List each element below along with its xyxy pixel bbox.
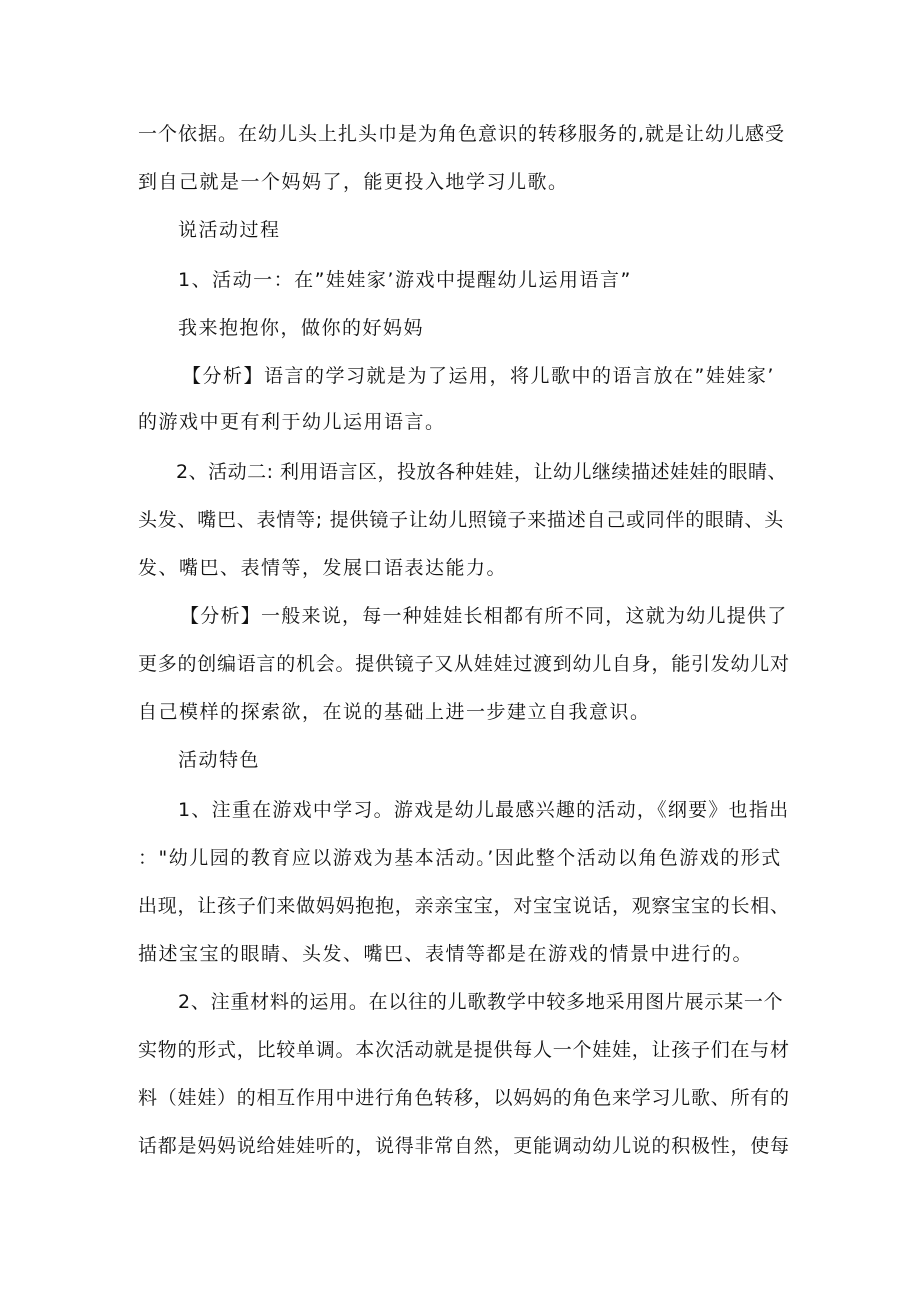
activity-one-heading: 1、活动一：在”娃娃家’游戏中提醒幼儿运用语言”: [178, 269, 632, 291]
analysis-1-line-1: 【分析】语言的学习就是为了运用，将儿歌中的语言放在”娃娃家’: [182, 365, 775, 387]
section-heading-features: 活动特色: [178, 749, 261, 771]
analysis-2-line-1: 【分析】一般来说，每一种娃娃长相都有所不同，这就为幼儿提供了: [180, 605, 788, 627]
text-line-1: 一个依据。在幼儿头上扎头巾是为角色意识的转移服务的,就是让幼儿感受: [138, 123, 786, 145]
analysis-2-line-3: 自己模样的探索欲，在说的基础上进一步建立自我意识。: [138, 701, 651, 723]
feature-2-line-3: 料（娃娃）的相互作用中进行角色转移，以妈妈的角色来学习儿歌、所有的: [138, 1087, 790, 1109]
analysis-1-line-2: 的游戏中更有利于幼儿运用语言。: [138, 411, 446, 433]
feature-1-line-4: 描述宝宝的眼睛、头发、嘴巴、表情等都是在游戏的情景中进行的。: [138, 943, 754, 965]
feature-2-line-1: 2、注重材料的运用。在以往的儿歌教学中较多地采用图片展示某一个: [178, 991, 784, 1013]
feature-1-line-3: 出现，让孩子们来做妈妈抱抱，亲亲宝宝，对宝宝说话，观察宝宝的长相、: [138, 895, 790, 917]
feature-2-line-2: 实物的形式，比较单调。本次活动就是提供每人一个娃娃，让孩子们在与材: [138, 1039, 790, 1061]
feature-2-line-4: 话都是妈妈说给娃娃听的，说得非常自然，更能调动幼儿说的积极性，使每: [138, 1135, 790, 1157]
feature-1-line-2: ："幼儿园的教育应以游戏为基本活动。’因此整个活动以角色游戏的形式: [138, 847, 782, 869]
section-heading-process: 说活动过程: [178, 219, 281, 241]
feature-1-line-1: 1、注重在游戏中学习。游戏是幼儿最感兴趣的活动，《纲要》也指出: [178, 799, 790, 821]
analysis-2-line-2: 更多的创编语言的机会。提供镜子又从娃娃过渡到幼儿自身，能引发幼儿对: [138, 653, 790, 675]
text-line-2: 到自己就是一个妈妈了，能更投入地学习儿歌。: [138, 171, 569, 193]
rhyme-line: 我来抱抱你，做你的好妈妈: [178, 317, 425, 339]
activity-two-line-1: 2、活动二: 利用语言区，投放各种娃娃，让幼儿继续描述娃娃的眼睛、: [176, 461, 788, 483]
activity-two-line-2: 头发、嘴巴、表情等; 提供镜子让幼儿照镜子来描述自己或同伴的眼睛、头: [138, 509, 784, 531]
activity-two-line-3: 发、嘴巴、表情等，发展口语表达能力。: [138, 557, 508, 579]
